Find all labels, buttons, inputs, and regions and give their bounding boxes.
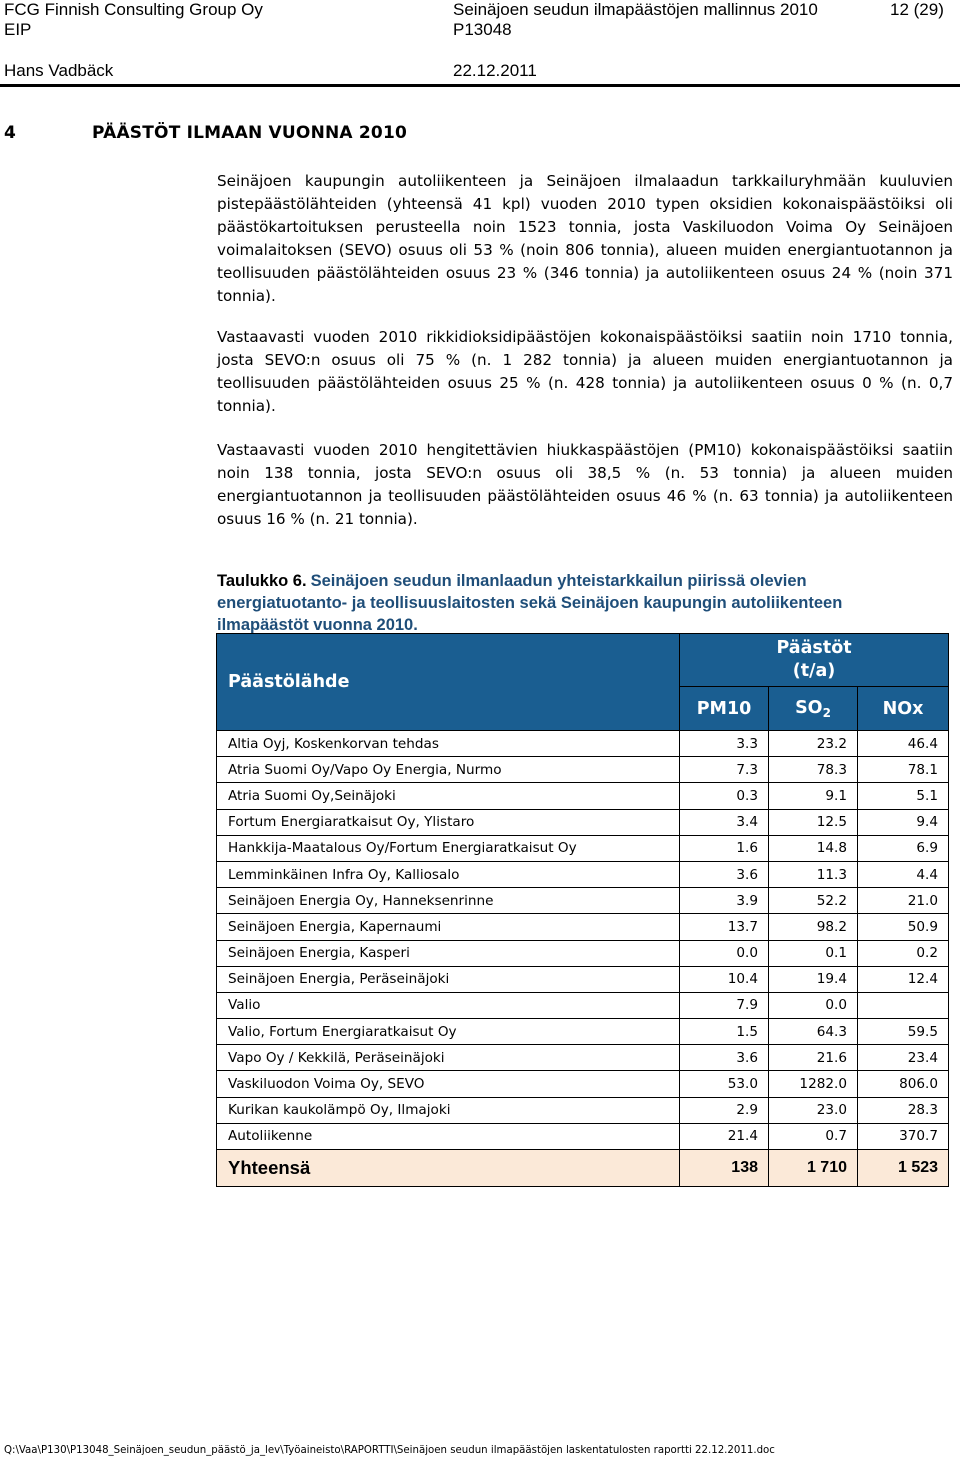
source-name-cell: Atria Suomi Oy,Seinäjoki: [217, 783, 680, 809]
table-row: [217, 914, 949, 940]
pm10-cell: 3.3: [680, 731, 769, 757]
pm10-cell: 13.7: [680, 914, 769, 940]
nox-cell: 21.0: [858, 888, 949, 914]
paragraph-nox: Seinäjoen kaupungin autoliikenteen ja Seinäjoen ilmalaadun tarkkailuryhmään kuuluvien pistepäästölähteiden (yhteensä 41 kpl) vuoden 2010 typen oksidien kokonaispäästöiksi oli päästökartoituksen perusteella noin 1523 tonnia, josta Vaskiluodon Voima Oy Seinäjoen voimalaitoksen (SEVO) osuus oli 53 % (noin 806 tonnia), alueen muiden energiantuotannon ja teollisuuden päästölähteiden osuus 23 % (346 tonnia) ja autoliikenteen osuus 24 % (noin 371 tonnia).: [217, 172, 953, 306]
table-caption-text: Seinäjoen seudun ilmanlaadun yhteistarkkailun piirissä olevien energiatuotanto- ja teollisuuslaitosten sekä Seinäjoen kaupungin autoliikenteen ilmapäästöt vuonna 2010.: [217, 572, 843, 634]
nox-cell: 0.2: [858, 940, 949, 966]
table-row: [217, 835, 949, 861]
table-row: [217, 861, 949, 887]
table-row: [217, 783, 949, 809]
emissions-header-line2: (t/a): [792, 661, 836, 681]
so2-cell: 19.4: [769, 966, 858, 992]
emissions-table-body: [217, 731, 949, 1150]
source-name-cell: Valio: [217, 992, 680, 1018]
source-name-cell: Atria Suomi Oy/Vapo Oy Energia, Nurmo: [217, 757, 680, 783]
nox-cell: 28.3: [858, 1097, 949, 1123]
nox-cell: 12.4: [858, 966, 949, 992]
pm10-cell: 10.4: [680, 966, 769, 992]
pm10-cell: 3.4: [680, 809, 769, 835]
table-row: [217, 992, 949, 1018]
so2-cell: 52.2: [769, 888, 858, 914]
so2-cell: 23.0: [769, 1097, 858, 1123]
table-row: [217, 757, 949, 783]
so2-cell: 0.0: [769, 992, 858, 1018]
nox-cell: 4.4: [858, 861, 949, 887]
so2-cell: 78.3: [769, 757, 858, 783]
company-name: FCG Finnish Consulting Group Oy: [4, 0, 263, 19]
pm10-cell: 3.9: [680, 888, 769, 914]
nox-cell: 5.1: [858, 783, 949, 809]
document-date: 22.12.2011: [453, 61, 537, 80]
total-so2: 1 710: [769, 1150, 858, 1187]
source-name-cell: Hankkija-Maatalous Oy/Fortum Energiaratkaisut Oy: [217, 835, 680, 861]
paragraph-so2: Vastaavasti vuoden 2010 rikkidioksidipäästöjen kokonaispäästöiksi saatiin noin 1710 tonnia, josta SEVO:n osuus oli 75 % (n. 1 282 tonnia) ja alueen muiden energiantuotannon ja teollisuuden päästölähteiden osuus 25 % (n. 428 tonnia) ja autoliikenteen osuus 0 % (n. 0,7 tonnia).: [217, 328, 953, 416]
pm10-cell: 0.3: [680, 783, 769, 809]
section-number: 4: [4, 123, 17, 143]
nox-cell: 9.4: [858, 809, 949, 835]
source-name-cell: Kurikan kaukolämpö Oy, Ilmajoki: [217, 1097, 680, 1123]
pm10-cell: 3.6: [680, 1045, 769, 1071]
so2-cell: 9.1: [769, 783, 858, 809]
source-column-header: Päästölähde: [217, 634, 680, 731]
so2-cell: 14.8: [769, 835, 858, 861]
pm10-cell: 0.0: [680, 940, 769, 966]
total-nox: 1 523: [858, 1150, 949, 1187]
table-row: [217, 1123, 949, 1149]
pm10-cell: 1.5: [680, 1019, 769, 1045]
table-caption: [217, 570, 937, 636]
table-caption-label: Taulukko 6.: [217, 572, 307, 590]
source-name-cell: Altia Oyj, Koskenkorvan tehdas: [217, 731, 680, 757]
table-row: [217, 1045, 949, 1071]
pm10-cell: 1.6: [680, 835, 769, 861]
so2-cell: 11.3: [769, 861, 858, 887]
nox-cell: 59.5: [858, 1019, 949, 1045]
pm10-column-header: PM10: [680, 687, 769, 731]
nox-cell: 6.9: [858, 835, 949, 861]
total-row: [217, 1150, 949, 1187]
document-title: Seinäjoen seudun ilmapäästöjen mallinnus 2010: [453, 0, 818, 19]
nox-cell: 46.4: [858, 731, 949, 757]
source-name-cell: Seinäjoen Energia, Kasperi: [217, 940, 680, 966]
source-name-cell: Valio, Fortum Energiaratkaisut Oy: [217, 1019, 680, 1045]
so2-header-base: SO: [795, 697, 823, 718]
nox-cell: 370.7: [858, 1123, 949, 1149]
pm10-cell: 21.4: [680, 1123, 769, 1149]
project-number: P13048: [453, 20, 512, 39]
so2-cell: 12.5: [769, 809, 858, 835]
so2-cell: 64.3: [769, 1019, 858, 1045]
author-name: Hans Vadbäck: [4, 61, 114, 80]
source-name-cell: Seinäjoen Energia Oy, Hanneksenrinne: [217, 888, 680, 914]
footer-file-path: Q:\Vaa\P130\P13048_Seinäjoen_seudun_päästö_ja_lev\Työaineisto\RAPORTTI\Seinäjoen seudun ilmapäästöjen laskentatulosten raportti 22.12.2011.doc: [4, 1445, 775, 1456]
pm10-cell: 7.3: [680, 757, 769, 783]
table-row: [217, 809, 949, 835]
table-row: [217, 940, 949, 966]
unit-code: EIP: [4, 20, 32, 39]
page-number: 12 (29): [890, 0, 944, 19]
nox-cell: [858, 992, 949, 1018]
nox-cell: 23.4: [858, 1045, 949, 1071]
total-pm10: 138: [680, 1150, 769, 1187]
so2-cell: 1282.0: [769, 1071, 858, 1097]
pm10-cell: 3.6: [680, 861, 769, 887]
source-name-cell: Fortum Energiaratkaisut Oy, Ylistaro: [217, 809, 680, 835]
emissions-column-header: [680, 634, 949, 687]
so2-cell: 0.7: [769, 1123, 858, 1149]
source-name-cell: Lemminkäinen Infra Oy, Kalliosalo: [217, 861, 680, 887]
so2-cell: 98.2: [769, 914, 858, 940]
total-label: Yhteensä: [217, 1150, 680, 1187]
emissions-header-line1: Päästöt: [776, 638, 852, 658]
table-row: [217, 1097, 949, 1123]
so2-column-header: [769, 687, 858, 731]
nox-cell: 50.9: [858, 914, 949, 940]
header-divider: [0, 84, 960, 87]
emissions-table: [216, 633, 949, 1187]
table-row: [217, 1071, 949, 1097]
nox-cell: 806.0: [858, 1071, 949, 1097]
nox-cell: 78.1: [858, 757, 949, 783]
table-row: [217, 731, 949, 757]
source-name-cell: Seinäjoen Energia, Kapernaumi: [217, 914, 680, 940]
table-row: [217, 888, 949, 914]
section-title: PÄÄSTÖT ILMAAN VUONNA 2010: [92, 123, 408, 143]
section-heading: [4, 123, 407, 143]
table-row: [217, 966, 949, 992]
table-row: [217, 1019, 949, 1045]
so2-cell: 21.6: [769, 1045, 858, 1071]
source-name-cell: Vapo Oy / Kekkilä, Peräseinäjoki: [217, 1045, 680, 1071]
paragraph-pm10: Vastaavasti vuoden 2010 hengitettävien hiukkaspäästöjen (PM10) kokonaispäästöiksi saatiin noin 138 tonnia, josta SEVO:n osuus oli 38,5 % (n. 53 tonnia) ja alueen muiden energiantuotannon ja teollisuuden päästölähteiden osuus 46 % (n. 63 tonnia) ja autoliikenteen osuus 16 % (n. 21 tonnia).: [217, 441, 953, 529]
pm10-cell: 7.9: [680, 992, 769, 1018]
so2-cell: 0.1: [769, 940, 858, 966]
source-name-cell: Seinäjoen Energia, Peräseinäjoki: [217, 966, 680, 992]
pm10-cell: 53.0: [680, 1071, 769, 1097]
so2-header-subscript: 2: [822, 705, 831, 720]
source-name-cell: Vaskiluodon Voima Oy, SEVO: [217, 1071, 680, 1097]
so2-cell: 23.2: [769, 731, 858, 757]
source-name-cell: Autoliikenne: [217, 1123, 680, 1149]
nox-column-header: NOx: [858, 687, 949, 731]
pm10-cell: 2.9: [680, 1097, 769, 1123]
